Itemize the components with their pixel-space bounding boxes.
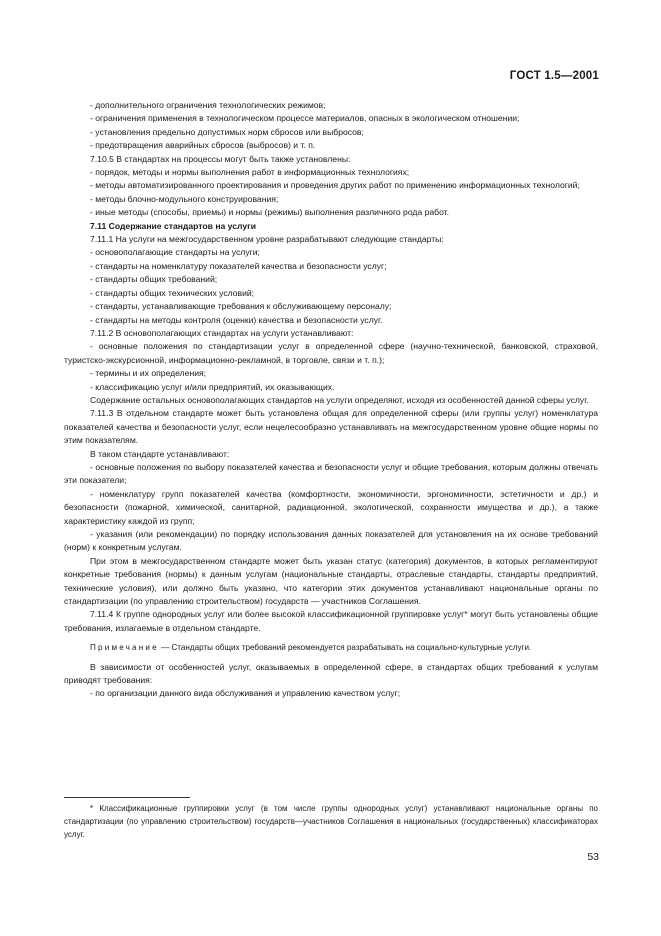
paragraph: - дополнительного ограничения технологических режимов;	[90, 100, 326, 110]
paragraph: - установления предельно допустимых норм сбросов или выбросов;	[90, 126, 364, 137]
paragraph: 7.11.3 В отдельном стандарте может быть установлена общая для определенной сферы (или группы услуг) номенклатура показателей качества и безопасности услуг, если нецелесообразно устанавливать на межгосударственном уровне общие нормы по этим показателям.	[64, 408, 598, 446]
paragraph: - указания (или рекомендации) по порядку использования данных показателей для установления на их основе требований (норм) к конкретным услугам.	[64, 529, 598, 553]
paragraph: Содержание остальных основополагающих стандартов на услуги определяют, исходя из особенностей данной сферы услуг.	[90, 394, 589, 405]
paragraph: 7.11.2 В основополагающих стандартах на услуги устанавливают:	[90, 327, 354, 338]
document-header: ГОСТ 1.5—2001	[509, 70, 599, 82]
paragraph: - методы автоматизированного проектирования и проведения других работ по применению информационных технологий;	[90, 180, 580, 191]
footnote-divider	[64, 797, 190, 798]
paragraph: - стандарты общих требований;	[90, 274, 218, 285]
paragraph: - основополагающие стандарты на услуги;	[90, 247, 260, 258]
paragraph: - номенклатуру групп показателей качества (комфортности, экономичности, эргономичности, эстетичности и др.) и безопасности (пожарной, химической, санитарной, радиационной, экологической, сохранности имущества и др.), а также характеристику каждой из групп;	[64, 488, 598, 526]
paragraph: - основные положения по выбору показателей качества и безопасности услуг и общие требования, которым должны отвечать эти показатели;	[64, 461, 598, 486]
paragraph: В зависимости от особенностей услуг, оказываемых в определенной сфере, в стандартах общих требований к услугам приводят требования:	[64, 661, 598, 686]
paragraph: - иные методы (способы, приемы) и нормы (режимы) выполнения различного рода работ.	[90, 207, 450, 218]
section-heading: 7.11 Содержание стандартов на услуги	[90, 220, 257, 231]
footnote: * Классификационные группировки услуг (в том числе группы однородных услуг) устанавливают национальные органы по стандартизации (по управлению строительством) государств—участников Соглашения в национальных (государственных) классификаторах услуг.	[64, 804, 598, 840]
paragraph: - методы блочно-модульного конструирования;	[90, 193, 279, 204]
page-number: 53	[587, 851, 599, 863]
paragraph: - стандарты на номенклатуру показателей качества и безопасности услуг;	[90, 260, 387, 271]
paragraph: - ограничения применения в технологическом процессе материалов, опасных в экологическом отношении;	[90, 113, 520, 124]
paragraph: - стандарты, устанавливающие требования к обслуживающему персоналу;	[90, 301, 392, 312]
paragraph: 7.11.4 К группе однородных услуг или более высокой классификационной группировке услуг* могут быть установлены общие требования, излагаемые в отдельном стандарте.	[64, 609, 598, 633]
paragraph: - стандарты общих технических условий;	[90, 287, 255, 298]
paragraph: - классификацию услуг и/или предприятий, их оказывающих.	[90, 381, 335, 392]
paragraph: - порядок, методы и нормы выполнения работ в информационных технологиях;	[90, 167, 410, 178]
paragraph: - основные положения по стандартизации услуг в определенной сфере (научно-технической, банковской, страховой, туристско-экскурсионной, информационно-рекламной, в торговле, связи и т. п.);	[64, 341, 598, 365]
paragraph: - по организации данного вида обслуживания и управлению качеством услуг;	[90, 688, 401, 699]
paragraph: - предотвращения аварийных сбросов (выбросов) и т. п.	[90, 140, 316, 151]
paragraph: 7.11.1 На услуги на межгосударственном уровне разрабатывают следующие стандарты:	[90, 234, 444, 245]
note-text: — Стандарты общих требований рекомендуется разрабатывать на социально-культурные услуги.	[158, 643, 532, 653]
paragraph: 7.10.5 В стандартах на процессы могут быть также установлены:	[90, 153, 351, 164]
paragraph: - стандарты на методы контроля (оценки) качества и безопасности услуг.	[90, 314, 383, 325]
paragraph: При этом в межгосударственном стандарте может быть указан статус (категория) документов, в которых регламентируют конкретные требования (нормы) к данным услугам (национальные стандарты, отраслевые стандарты, стандарты предприятий, технические условия), или должно быть указано, что категории этих документов устанавливают национальные органы по стандартизации (по управлению строительством) государств — участников Соглашения.	[64, 555, 598, 607]
paragraph: В таком стандарте устанавливают:	[90, 448, 230, 459]
paragraph: - термины и их определения;	[90, 368, 207, 379]
note	[64, 641, 598, 654]
note-label: Примечание	[90, 643, 159, 653]
page-content	[64, 99, 598, 701]
